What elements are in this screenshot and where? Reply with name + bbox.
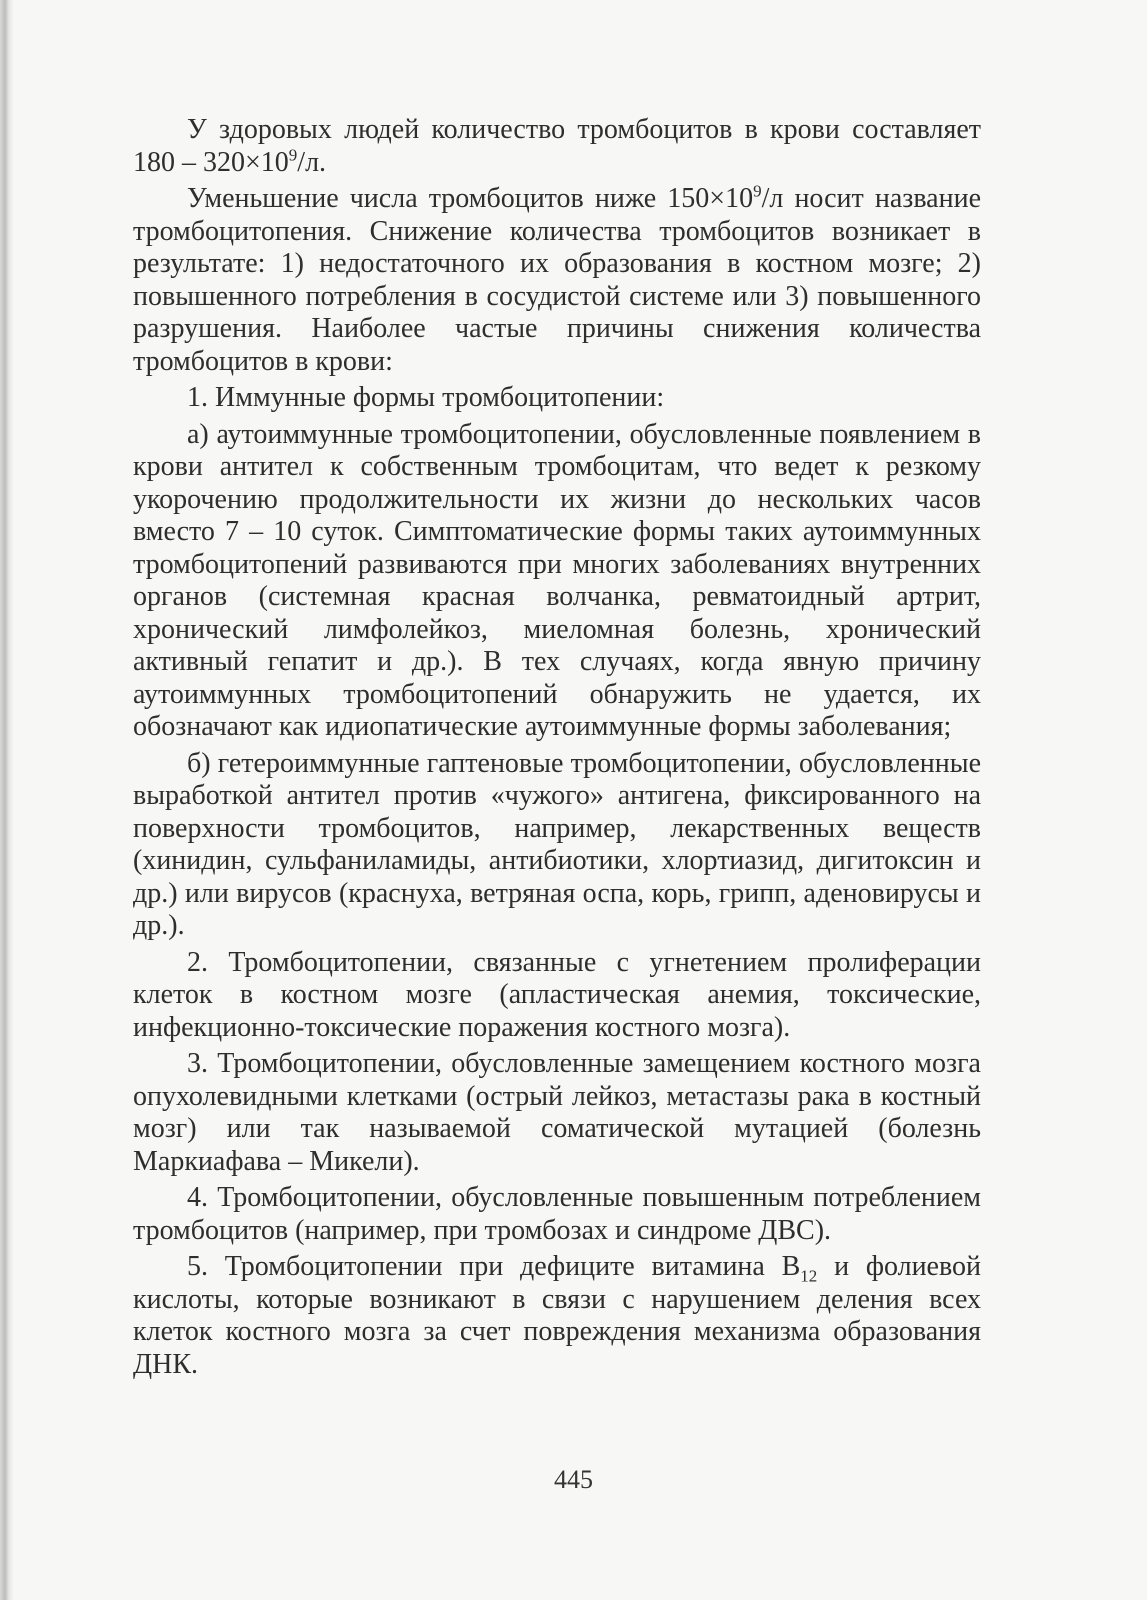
text-run: /л.	[297, 146, 327, 178]
text-run: Уменьшение числа тромбоцитов ниже 150×10	[187, 183, 754, 214]
text-run: У здоровых людей количество тромбоцитов в крови составляет 180 – 320×10	[133, 114, 981, 178]
page-binding-edge	[0, 0, 14, 1600]
text-run: /л носит название тромбоцитопения. Снижение количества тромбоцитов возникает в результате: 1) недостаточного их образования в костном мозге; 2) повышенного потребления в сосудистой системе или 3) повышенного разрушения. Наиболее частые причины снижения количества тромбоцитов в крови:	[133, 183, 982, 377]
list-item-increased-consumption: 4. Тромбоцитопении, обусловленные повышенным потреблением тромбоцитов (например, при тромбозах и синдроме ДВС).	[133, 1182, 981, 1246]
subscript: 12	[800, 1266, 818, 1286]
list-item-bone-marrow-suppression: 2. Тромбоцитопении, связанные с угнетением пролиферации клеток в костном мозге (апластическая анемия, токсические, инфекционно-токсические поражения костного мозга).	[133, 946, 981, 1043]
paragraph-platelet-norm	[133, 114, 981, 179]
text-run: 5. Тромбоцитопении при дефиците витамина В	[187, 1251, 801, 1282]
list-item-autoimmune: а) аутоиммунные тромбоцитопении, обусловленные появлением в крови антител к собственным тромбоцитам, что ведет к резкому укорочению продолжительности их жизни до нескольких часов вместо 7 – 10 суток. Симптоматические формы таких аутоиммунных тромбоцитопений развиваются при многих заболеваниях внутренних органов (системная красная волчанка, ревматоидный артрит, хронический лимфолейкоз, миеломная болезнь, хронический активный гепатит и др.). В тех случаях, когда явную причину аутоиммунных тромбоцитопений обнаружить не удается, их обозначают как идиопатические аутоиммунные формы заболевания;	[133, 418, 981, 742]
exponent: 9	[288, 145, 298, 165]
paragraph-thrombocytopenia-definition	[133, 183, 981, 378]
list-item-marrow-replacement: 3. Тромбоцитопении, обусловленные замещением костного мозга опухолевидными клетками (острый лейкоз, метастазы рака в костный мозг) или так называемой соматической мутацией (болезнь Маркиафава – Микели).	[133, 1048, 981, 1177]
exponent: 9	[753, 181, 762, 201]
list-item-heteroimmune: б) гетероиммунные гаптеновые тромбоцитопении, обусловленные выработкой антител против «чужого» антигена, фиксированного на поверхности тромбоцитов, например, лекарственных веществ (хинидин, сульфаниламиды, антибиотики, хлортиазид, дигитоксин и др.) или вирусов (краснуха, ветряная оспа, корь, грипп, аденовирусы и др.).	[133, 747, 981, 941]
list-item-immune-forms: 1. Иммунные формы тромбоцитопении:	[187, 382, 665, 413]
list-item-vitamin-deficiency	[133, 1251, 981, 1381]
text-run: и фолиевой кислоты, которые возникают в связи с нарушением деления всех клеток костного мозга за счет повреждения механизма образования ДНК.	[133, 1251, 982, 1380]
page-number: 445	[554, 1465, 593, 1494]
page-text	[133, 114, 981, 1385]
